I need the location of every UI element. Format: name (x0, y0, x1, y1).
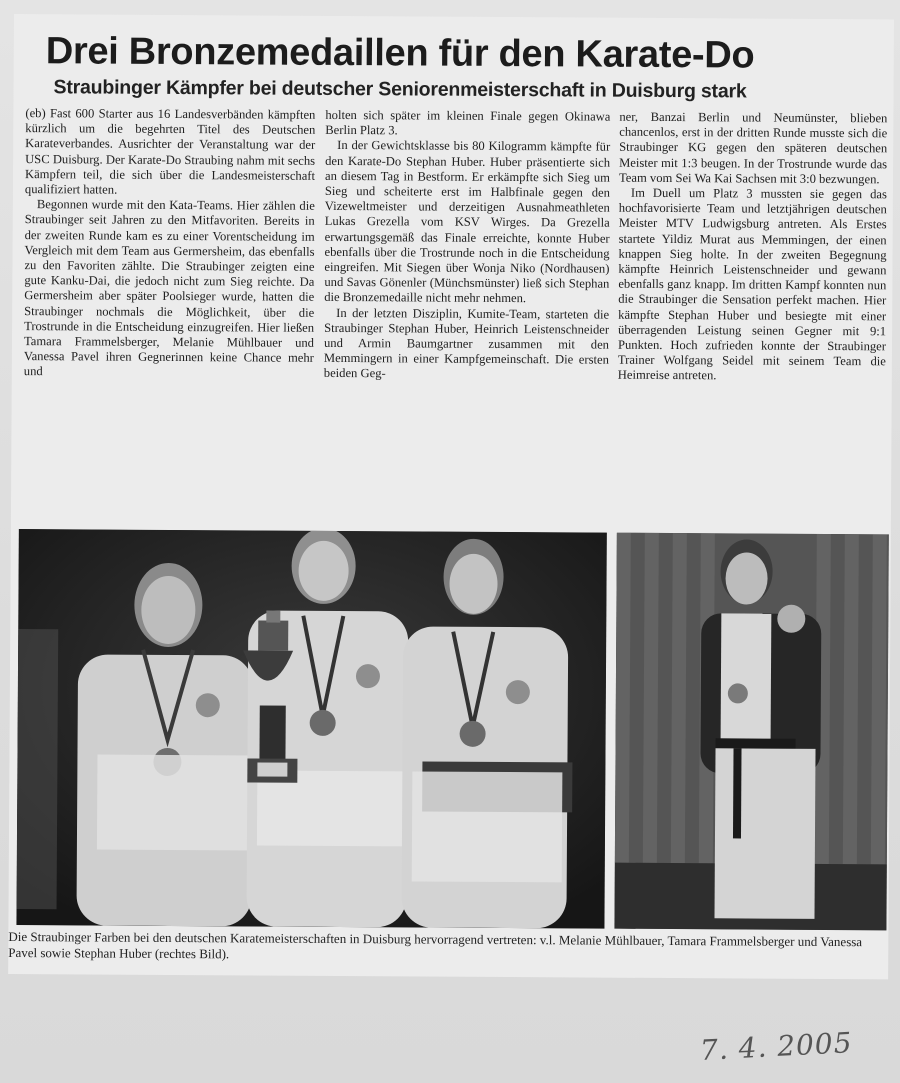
paragraph: In der letzten Disziplin, Kumite-Team, starteten die Straubinger Stephan Huber, Heinrich Leistenschneider und Armin Baumgartner zusammen mit den Memmingern in einer Kampfgemeinschaft. Die ersten beiden Geg- (323, 305, 610, 381)
paragraph: Im Duell um Platz 3 mussten sie gegen das hochfavorisierte Team und letztjährigen deutschen Meister MTV Ludwigsburg antreten. Als Erstes startete Yildiz Murat aus Memmingen, der einen knappen Sieg holte. In der zweiten Begegnung kämpfte Heinrich Leistenschneider und gewann ebenfalls ganz knapp. Im dritten Kampf konnten nun die Straubinger die Sensation perfekt machen. Hier kämpfte Stephan Huber und besiegte mit einer überragenden Leistung seinen Gegner mit 9:1 Punkten. Hoch zufrieden konnte der Straubinger Trainer Wolfgang Seidel mit seinem Team die Heimreise antreten. (617, 185, 887, 383)
paragraph: Begonnen wurde mit den Kata-Teams. Hier zählen die Straubinger seit Jahren zu den Mitfavoriten. Bereits in der zweiten Runde kam es zu einer Vorentscheidung im Vergleich mit dem Team aus Germersheim, das ebenfalls zu den Favoriten zählte. Die Straubinger zeigten eine gute Kanku-Dai, die jedoch nicht zum Sieg reichte. Da Germersheim aber später Poolsieger wurde, hatten die Straubinger nochmals die Möglichkeit, über die Trostrunde in die Entscheidung einzugreifen. Hier ließen Tamara Frammelsberger, Melanie Mühlbauer und Vanessa Pavel ihren Gegnerinnen keine Chance mehr und (23, 197, 315, 379)
paragraph: (eb) Fast 600 Starter aus 16 Landesverbänden kämpften kürzlich um die begehrten Titel des Deutschen Karateverbandes. Ausrichter der Veranstaltung war der USC Duisburg. Der Karate-Do Straubing nahm mit sechs Kämpfern teil, die sich über die Landesmeisterschaft qualifiziert hatten. (24, 106, 316, 197)
athlete-photo-illustration (614, 533, 888, 931)
team-photo (16, 529, 606, 929)
article-column-3 (618, 110, 888, 385)
paragraph: holten sich später im kleinen Finale gegen Okinawa Berlin Platz 3. (325, 107, 611, 138)
paragraph: In der Gewichtsklasse bis 80 Kilogramm kämpfte für den Karate-Do Stephan Huber. Huber präsentierte sich an diesem Tag in Bestform. Er erkämpfte sich Sieg um Sieg und scheiterte erst im Halbfinale gegen den Vizeweltmeister und derzeitigen Ausnahmeathleten Lukas Grezella vom KSV Wirges. Da Grezella erwartungsgemäß das Finale erreichte, konnte Huber ebenfalls über die Trostrunde noch in die Entscheidung eingreifen. Mit Siegen über Wonja Niko (Nordhausen) und Savas Gönenler (Münchsmünster) ließ sich Stephan die Bronzemedaille nicht mehr nehmen. (324, 138, 611, 306)
paragraph: ner, Banzai Berlin und Neumünster, blieben chancenlos, erst in der dritten Runde musste sich die Straubinger KG gegen den späteren deutschen Meister mit 1:3 beugen. In der Trostrunde wurde das Team vom Sei Wa Kai Sachsen mit 3:0 bezwungen. (618, 109, 888, 187)
athlete-photo (614, 533, 888, 931)
photo-caption: Die Straubinger Farben bei den deutschen Karatemeisterschaften in Duisburg hervorragend vertreten: v.l. Melanie Mühlbauer, Tamara Frammelsberger und Vanessa Pavel sowie Stephan Huber (rechtes Bild). (8, 928, 863, 962)
article-column-2 (324, 108, 611, 383)
handwritten-date: 7. 4. 2005 (699, 1026, 854, 1067)
article-column-1 (24, 106, 316, 381)
newspaper-clipping (8, 14, 894, 979)
headline: Drei Bronzemedaillen für den Karate-Do (45, 30, 755, 77)
team-photo-illustration (16, 529, 606, 929)
subheadline: Straubinger Kämpfer bei deutscher Seniorenmeisterschaft in Duisburg stark (53, 76, 747, 103)
